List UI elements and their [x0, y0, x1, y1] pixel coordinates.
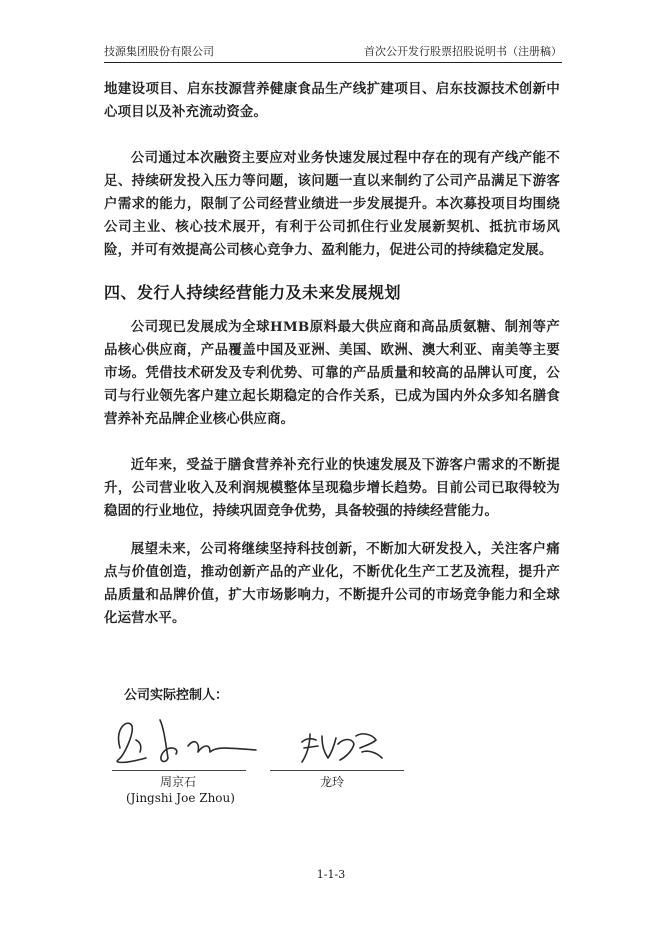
handwritten-signatures — [106, 708, 406, 768]
paragraph-financing: 公司通过本次融资主要应对业务快速发展过程中存在的现有产线产能不足、持续研发投入压力等问题，该问题一直以来制约了公司产品满足下游客户需求的能力，限制了公司经营业绩进一步发展提升。本次募投项目均围绕公司主业、核心技术展开，有利于公司抓住行业发展新契机、抵抗市场风险，并可有效提高公司核心竞争力、盈利能力，促进公司的持续稳定发展。 — [104, 150, 560, 258]
header-company: 技源集团股份有限公司 — [104, 45, 214, 58]
paragraph-recent-years: 近年来，受益于膳食营养补充行业的快速发展及下游客户需求的不断提升，公司营业收入及利润规模整体呈现稳步增长趋势。目前公司已取得较为稳固的行业地位，持续巩固竞争优势，具备较强的持续经营能力。 — [104, 457, 560, 519]
page-number: 1-1-3 — [316, 868, 346, 881]
paragraph-continued: 地建设项目、启东技源营养健康食品生产线扩建项目、启东技源技术创新中心项目以及补充流动资金。 — [104, 81, 560, 120]
signer-english-name-zhou: (Jingshi Joe Zhou) — [126, 791, 235, 805]
signature-zhou — [117, 720, 256, 762]
controller-label: 公司实际控制人： — [124, 688, 229, 703]
signature-line-zhou — [112, 770, 246, 771]
signature-long — [302, 734, 382, 762]
page-header — [104, 45, 562, 63]
signature-line-long — [270, 770, 404, 771]
paragraph-current-status: 公司现已发展成为全球HMB原料最大供应商和高品质氨糖、制剂等产品核心供应商，产品覆盖中国及亚洲、美国、欧洲、澳大利亚、南美等主要市场。凭借技术研发及专利优势、可靠的产品质量和较高的品牌认可度，公司与行业领先客户建立起长期稳定的合作关系，已成为国内外众多知名膳食营养补充品牌企业核心供应商。 — [104, 319, 560, 427]
header-document-title: 首次公开发行股票招股说明书（注册稿） — [364, 45, 562, 58]
section-heading: 四、发行人持续经营能力及未来发展规划 — [104, 283, 402, 302]
signer-name-zhou: 周京石 — [160, 775, 197, 789]
signer-name-long: 龙玲 — [320, 775, 345, 789]
paragraph-outlook: 展望未来，公司将继续坚持科技创新，不断加大研发投入，关注客户痛点与价值创造，推动创新产品的产业化，不断优化生产工艺及流程，提升产品质量和品牌价值，扩大市场影响力，不断提升公司的市场竞争能力和全球化运营水平。 — [104, 541, 560, 626]
